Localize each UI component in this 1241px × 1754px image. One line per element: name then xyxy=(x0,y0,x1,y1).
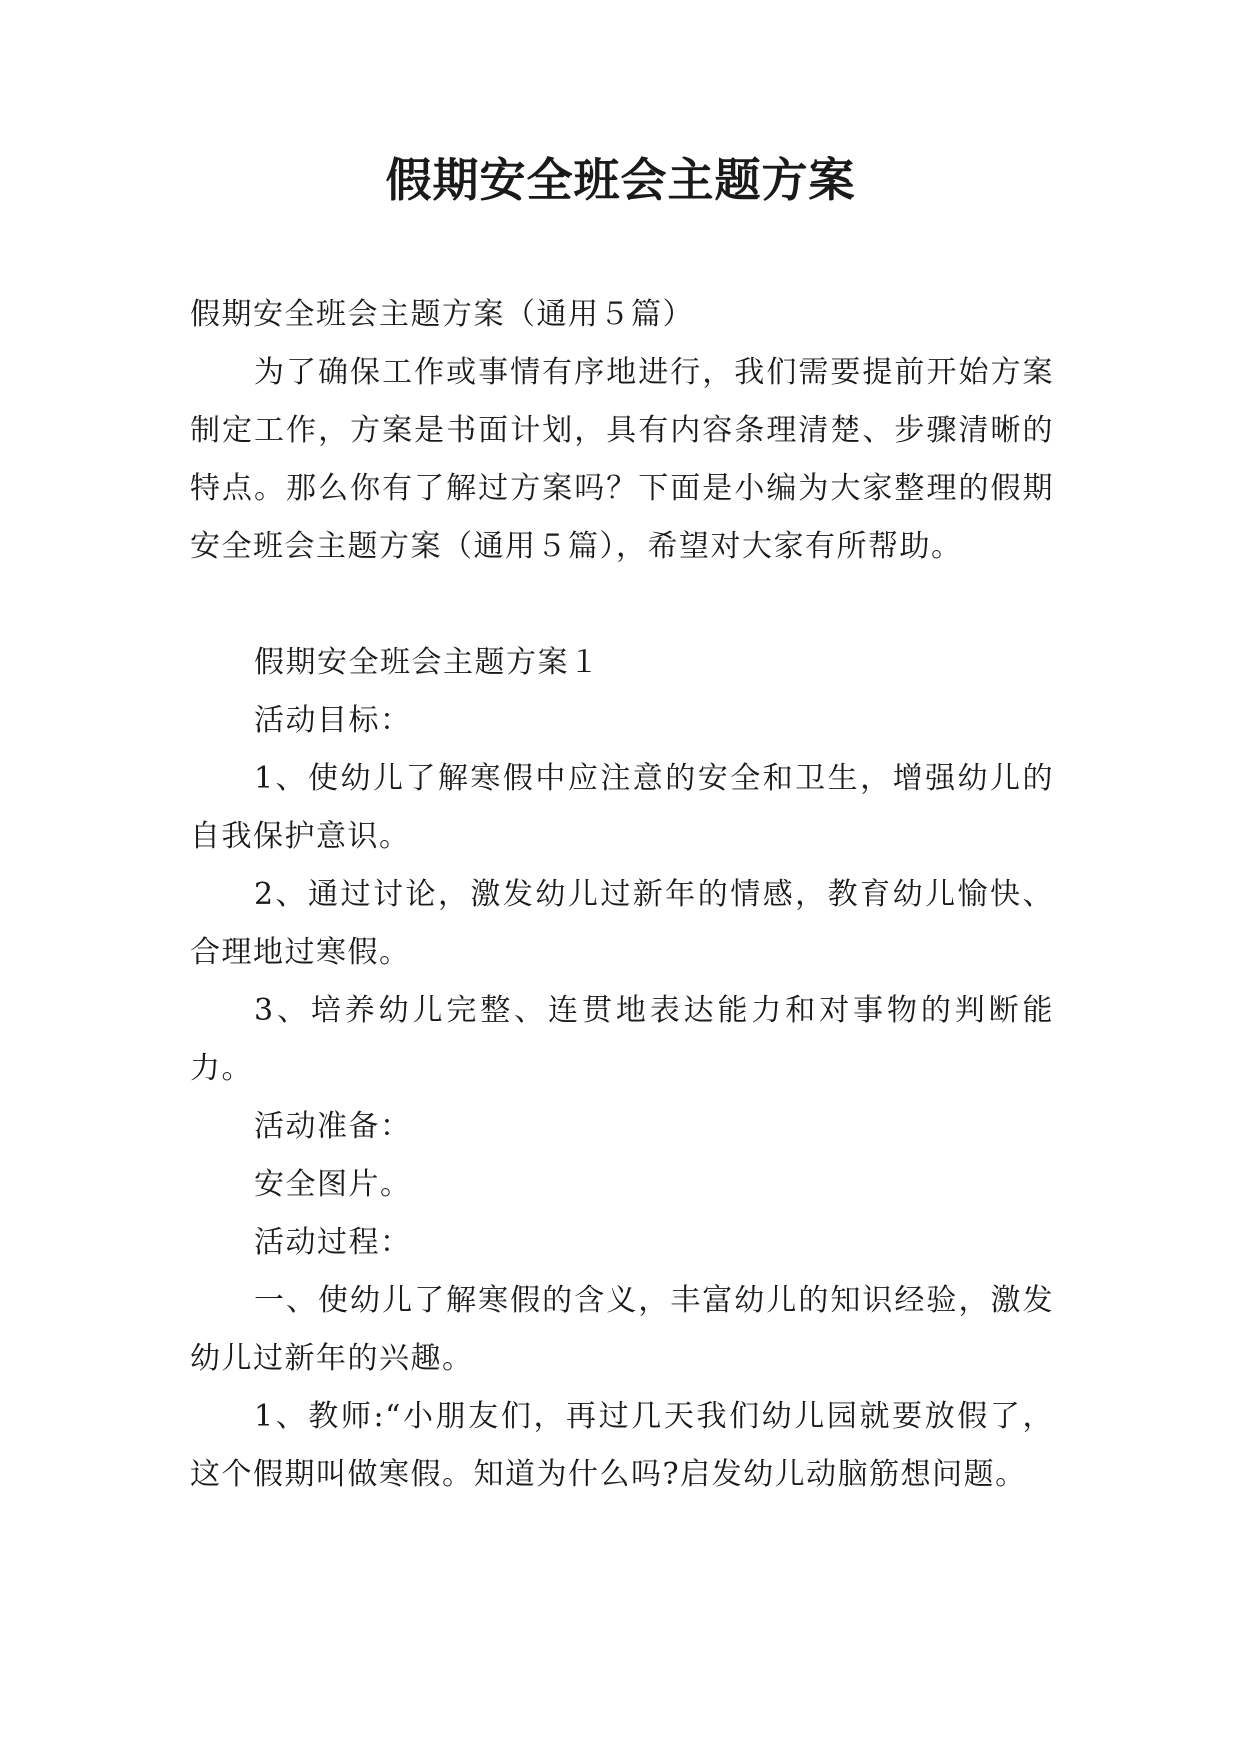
process-heading: 活动过程： xyxy=(254,1225,412,1260)
prep-content: 安全图片。 xyxy=(254,1167,412,1202)
process-step-one: 一、使幼儿了解寒假的含义，丰富幼儿的知识经验，激发幼儿过新年的兴趣。 xyxy=(190,1283,1054,1376)
document-title: 假期安全班会主题方案 xyxy=(385,153,856,207)
prep-heading: 活动准备： xyxy=(254,1109,412,1144)
goal-item-2: 2、通过讨论，激发幼儿过新年的情感，教育幼儿愉快、合理地过寒假。 xyxy=(190,877,1054,970)
paragraph-spacer xyxy=(190,576,1054,634)
document-subtitle: 假期安全班会主题方案（通用５篇） xyxy=(190,297,694,332)
process-step-one-item-1: 1、教师:“小朋友们，再过几天我们幼儿园就要放假了，这个假期叫做寒假。知道为什么吗?启发幼儿动脑筋想问题。 xyxy=(190,1399,1054,1492)
document-body xyxy=(190,286,1054,1504)
goals-heading: 活动目标： xyxy=(254,703,412,738)
intro-paragraph: 为了确保工作或事情有序地进行，我们需要提前开始方案制定工作，方案是书面计划，具有内容条理清楚、步骤清晰的特点。那么你有了解过方案吗？下面是小编为大家整理的假期安全班会主题方案（通用５篇），希望对大家有所帮助。 xyxy=(190,355,1054,564)
section-heading: 假期安全班会主题方案１ xyxy=(254,645,601,680)
goal-item-3: 3、培养幼儿完整、连贯地表达能力和对事物的判断能力。 xyxy=(190,993,1054,1086)
goal-item-1: 1、使幼儿了解寒假中应注意的安全和卫生，增强幼儿的自我保护意识。 xyxy=(190,761,1054,854)
